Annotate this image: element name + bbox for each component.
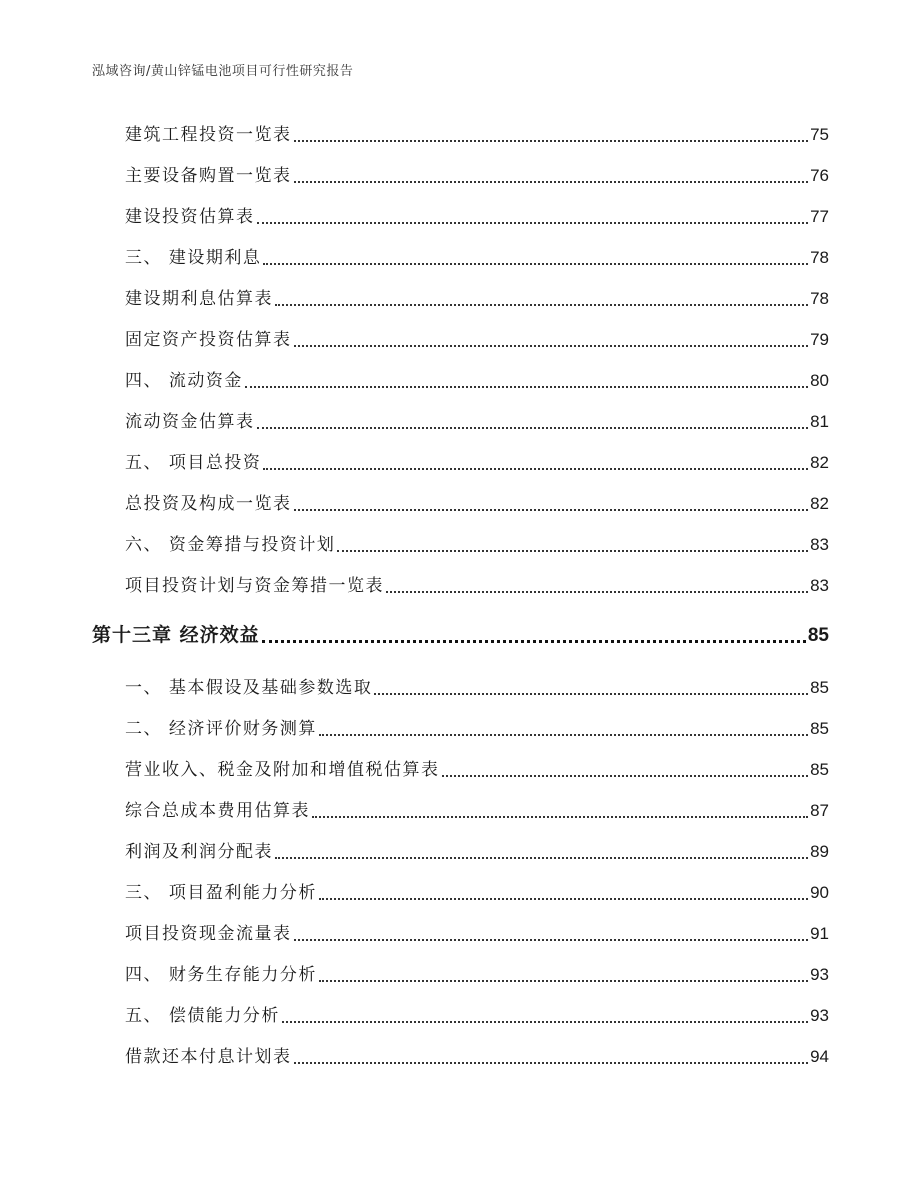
toc-dot-leader (442, 774, 809, 777)
toc-entry-label: 流动资金估算表 (125, 412, 255, 432)
toc-dot-leader (294, 139, 809, 142)
toc-entry[interactable] (125, 326, 829, 354)
toc-entry-label: 主要设备购置一览表 (125, 166, 292, 186)
toc-page-number: 75 (810, 125, 829, 144)
toc-page-number: 93 (810, 1006, 829, 1025)
toc-page-number: 89 (810, 842, 829, 861)
toc-page-number: 80 (810, 371, 829, 390)
toc-page-number: 77 (810, 207, 829, 226)
toc-entry[interactable] (125, 162, 829, 190)
toc-page-number: 78 (810, 248, 829, 267)
toc-entry[interactable] (125, 367, 829, 395)
toc-page-number: 87 (810, 801, 829, 820)
toc-entry-label: 一、 基本假设及基础参数选取 (125, 678, 373, 698)
toc-entry[interactable] (125, 121, 829, 149)
toc-entry[interactable] (125, 674, 829, 702)
toc-dot-leader (294, 344, 809, 347)
toc-entry-label: 固定资产投资估算表 (125, 330, 292, 350)
toc-entry-label: 五、 项目总投资 (125, 453, 262, 473)
toc-entry-label: 五、 偿债能力分析 (125, 1006, 280, 1026)
toc-entry[interactable] (125, 449, 829, 477)
toc-page-number: 76 (810, 166, 829, 185)
toc-entry-label: 三、 项目盈利能力分析 (125, 883, 317, 903)
toc-entry-label: 建设投资估算表 (125, 207, 255, 227)
toc-page-number: 85 (807, 625, 829, 646)
toc-dot-leader (319, 897, 808, 900)
toc-entry[interactable] (125, 838, 829, 866)
toc-page-number: 91 (810, 924, 829, 943)
toc-entry-label: 总投资及构成一览表 (125, 494, 292, 514)
toc-entry-label: 六、 资金筹措与投资计划 (125, 535, 336, 555)
toc-page-number: 94 (810, 1047, 829, 1066)
toc-entry[interactable] (125, 572, 829, 600)
toc-entry-label: 第十三章 经济效益 (92, 624, 260, 646)
toc-entry-label: 项目投资计划与资金筹措一览表 (125, 576, 384, 596)
toc-entry[interactable] (125, 490, 829, 518)
toc-entry-label: 四、 财务生存能力分析 (125, 965, 317, 985)
toc-dot-leader (319, 979, 808, 982)
toc-chapter-entry[interactable] (92, 621, 829, 649)
toc-dot-leader (386, 590, 808, 593)
toc-entry[interactable] (125, 961, 829, 989)
toc-entry-label: 三、 建设期利息 (125, 248, 262, 268)
toc-entry-label: 二、 经济评价财务测算 (125, 719, 317, 739)
toc-entry[interactable] (125, 1002, 829, 1030)
toc-dot-leader (263, 467, 808, 470)
toc-dot-leader (294, 1061, 809, 1064)
toc-entry-label: 利润及利润分配表 (125, 842, 273, 862)
toc-dot-leader (282, 1020, 808, 1023)
toc-page-number: 78 (810, 289, 829, 308)
toc-page-number: 83 (810, 576, 829, 595)
toc-dot-leader (257, 221, 809, 224)
toc-entry[interactable] (125, 756, 829, 784)
toc-page-number: 85 (810, 719, 829, 738)
toc-page-number: 79 (810, 330, 829, 349)
toc-dot-leader (263, 262, 808, 265)
toc-entry[interactable] (125, 920, 829, 948)
toc-dot-leader (275, 303, 808, 306)
toc-page-number: 81 (810, 412, 829, 431)
toc-entry[interactable] (125, 244, 829, 272)
toc-dot-leader (275, 856, 808, 859)
toc-entry[interactable] (125, 203, 829, 231)
toc-dot-leader (257, 426, 809, 429)
toc-entry-label: 建设期利息估算表 (125, 289, 273, 309)
toc-page-number: 83 (810, 535, 829, 554)
toc-page-number: 85 (810, 678, 829, 697)
toc-entry[interactable] (125, 285, 829, 313)
toc-dot-leader (262, 639, 806, 643)
toc-dot-leader (294, 508, 809, 511)
toc-dot-leader (374, 692, 808, 695)
toc-dot-leader (294, 180, 809, 183)
page-header: 泓域咨询/黄山锌锰电池项目可行性研究报告 (92, 64, 354, 79)
toc-dot-leader (312, 815, 808, 818)
toc-dot-leader (337, 549, 808, 552)
toc-dot-leader (245, 385, 808, 388)
toc-entry[interactable] (125, 879, 829, 907)
toc-page-number: 93 (810, 965, 829, 984)
toc-entry-label: 综合总成本费用估算表 (125, 801, 310, 821)
toc-page-number: 85 (810, 760, 829, 779)
toc-page-number: 90 (810, 883, 829, 902)
toc-entry[interactable] (125, 531, 829, 559)
toc-dot-leader (319, 733, 808, 736)
toc-entry[interactable] (125, 797, 829, 825)
toc-page-number: 82 (810, 453, 829, 472)
toc-entry-label: 营业收入、税金及附加和增值税估算表 (125, 760, 440, 780)
toc-entry-label: 建筑工程投资一览表 (125, 125, 292, 145)
toc-entry-label: 借款还本付息计划表 (125, 1047, 292, 1067)
toc-entry-label: 四、 流动资金 (125, 371, 243, 391)
toc-entry[interactable] (125, 715, 829, 743)
toc-page-number: 82 (810, 494, 829, 513)
toc-dot-leader (294, 938, 809, 941)
toc-entry[interactable] (125, 408, 829, 436)
toc-entry[interactable] (125, 1043, 829, 1071)
toc-entry-label: 项目投资现金流量表 (125, 924, 292, 944)
